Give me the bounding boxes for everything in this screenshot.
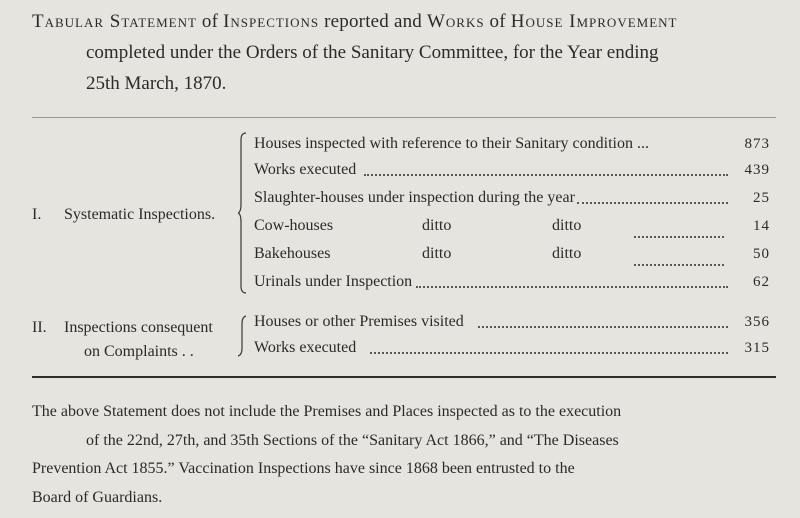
row-value: 62	[753, 274, 770, 290]
title-word-works: Works	[426, 11, 485, 32]
row-ditto-2: ditto	[552, 245, 582, 262]
footnote-line-4: Board of Guardians.	[32, 488, 163, 506]
s2-row-works-executed	[254, 336, 770, 360]
s1-row-slaughter-houses	[254, 186, 770, 210]
row-ditto-2: ditto	[552, 217, 582, 234]
dot-leader	[364, 173, 728, 176]
title-word-inspections: Inspections	[223, 11, 320, 32]
row-label: Works executed	[254, 161, 357, 178]
section-2-brace	[238, 314, 248, 358]
dot-leader	[634, 263, 724, 266]
s2-row-houses-visited	[254, 310, 770, 334]
section-1-number: I.	[32, 206, 42, 223]
row-label: Urinals under Inspection	[254, 273, 413, 290]
section-1-brace	[238, 132, 248, 294]
dot-leader	[634, 235, 724, 238]
title-word-reported-and: reported and	[324, 11, 422, 32]
row-value: 14	[753, 218, 770, 234]
s1-row-bakehouses	[254, 242, 770, 266]
dot-leader	[416, 285, 728, 288]
row-label: Works executed	[254, 339, 357, 356]
row-ditto-1: ditto	[422, 245, 452, 262]
section-1-title: Systematic Inspections.	[64, 206, 216, 223]
section-2-title-line-1: Inspections consequent	[64, 319, 213, 336]
dot-leader	[370, 351, 728, 354]
document-title	[32, 6, 777, 99]
row-label: Slaughter-houses under inspection during the year	[254, 189, 575, 206]
row-label: Bakehouses	[254, 245, 331, 262]
section-2-label	[32, 316, 213, 364]
row-value: 315	[744, 340, 770, 356]
title-line-1	[32, 6, 777, 37]
row-value: 873	[744, 136, 770, 152]
title-word-tabular-statement: Tabular Statement	[32, 11, 197, 32]
section-2-number: II.	[32, 319, 47, 336]
bottom-divider	[32, 376, 776, 378]
footnote-paragraph	[32, 398, 778, 512]
dot-leader	[478, 325, 728, 328]
s1-row-works-executed	[254, 158, 770, 182]
s1-row-urinals	[254, 270, 770, 294]
s1-row-houses-inspected	[254, 132, 770, 156]
title-word-of-2: of	[489, 11, 506, 32]
row-value: 439	[744, 162, 770, 178]
title-word-of: of	[201, 11, 219, 32]
row-value: 25	[753, 190, 770, 206]
row-ditto-1: ditto	[422, 217, 452, 234]
row-value: 50	[753, 246, 770, 262]
row-label: Cow-houses	[254, 217, 334, 234]
row-label: Houses inspected with reference to their Sanitary condition ...	[254, 135, 649, 152]
dot-leader	[577, 201, 728, 204]
footnote-line-3: Prevention Act 1855.” Vaccination Inspections have since 1868 been entrusted to the	[32, 460, 575, 477]
title-line-2: completed under the Orders of the Sanitary Committee, for the Year ending	[86, 42, 659, 63]
title-word-house-improvement: House Improvement	[510, 11, 678, 32]
row-value: 356	[744, 314, 770, 330]
footnote-line-2: of the 22nd, 27th, and 35th Sections of the “Sanitary Act 1866,” and “The Diseases	[86, 431, 619, 449]
section-1-label	[32, 204, 215, 226]
s1-row-cow-houses	[254, 214, 770, 238]
top-divider	[32, 117, 776, 118]
row-label: Houses or other Premises visited	[254, 313, 464, 330]
section-2-title-line-2: on Complaints . .	[84, 343, 194, 360]
footnote-line-1: The above Statement does not include the Premises and Places inspected as to the execution	[32, 403, 622, 420]
title-line-3: 25th March, 1870.	[86, 73, 227, 94]
